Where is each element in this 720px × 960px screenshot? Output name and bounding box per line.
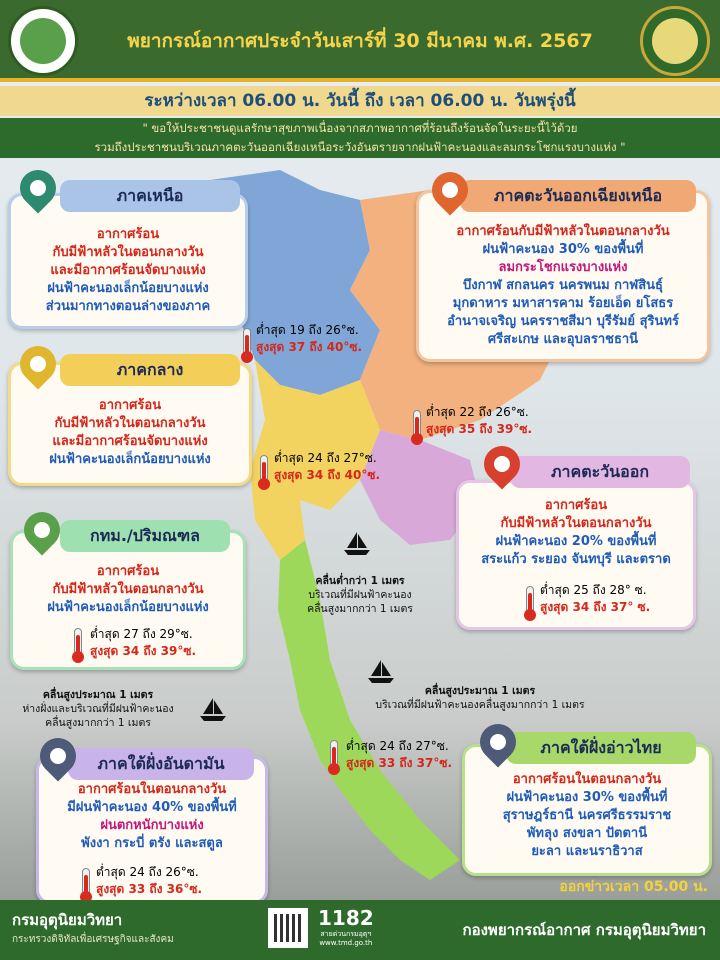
central-line-3: และมีอากาศร้อนจัดบางแห่ง — [52, 434, 208, 449]
wave-gulf-upper-line1: บริเวณที่มีฝนฟ้าคะนอง — [308, 589, 412, 601]
east-temps — [540, 582, 650, 616]
east-line-2: กับมีฟ้าหลัวในตอนกลางวัน — [500, 516, 652, 531]
gulf-south-line-1: อากาศร้อนในตอนกลางวัน — [512, 772, 662, 787]
hotline-label: สายด่วนกรมอุตุฯ — [320, 930, 372, 938]
east-line-4: สระแก้ว ระยอง จันทบุรี และตราด — [481, 552, 671, 567]
north-region-title: ภาคเหนือ — [60, 180, 240, 212]
ministry-logo — [8, 6, 78, 76]
central-line-1: อากาศร้อน — [98, 398, 162, 413]
northeast-region-title: ภาคตะวันออกเฉียงเหนือ — [460, 180, 696, 212]
andaman-line-1: อากาศร้อนในตอนกลางวัน — [77, 782, 227, 797]
north-line-4: ฝนฟ้าคะนองเล็กน้อยบางแห่ง — [47, 281, 209, 296]
andaman-thermometer-icon — [82, 868, 90, 898]
wave-gulf-upper-line2: คลื่นสูงมากกว่า 1 เมตร — [307, 603, 413, 615]
south-thermometer-icon — [330, 740, 338, 770]
forecast-period: ระหว่างเวลา 06.00 น. วันนี้ ถึง เวลา 06.00 น. วันพรุ่งนี้ — [0, 86, 720, 116]
northeast-temp-min: ต่ำสุด 22 ถึง 26°ซ. — [426, 405, 529, 419]
gulf-south-line-2: ฝนฟ้าคะนอง 30% ของพื้นที่ — [506, 790, 668, 805]
issued-time: ออกข่าวเวลา 05.00 น. — [559, 879, 708, 895]
wave-note-gulf-upper — [300, 574, 420, 616]
andaman-temp-max: สูงสุด 33 ถึง 36°ซ. — [96, 882, 203, 896]
northeast-line-6: อำนาจเจริญ นครราชสีมา บุรีรัมย์ สุรินทร์ — [447, 314, 679, 329]
central-line-2: กับมีฟ้าหลัวในตอนกลางวัน — [54, 416, 206, 431]
bangkok-region-title: กทม./ปริมณฑล — [60, 520, 230, 552]
andaman-line-3: ฝนตกหนักบางแห่ง — [100, 818, 204, 833]
bangkok-temps — [90, 626, 196, 660]
footer-org — [12, 908, 174, 947]
central-line-4: ฝนฟ้าคะนองเล็กน้อยบางแห่ง — [49, 452, 211, 467]
northeast-line-4: บึงกาฬ สกลนคร นครพนม กาฬสินธุ์ — [463, 278, 663, 293]
footer-bar — [0, 900, 720, 960]
gulf-south-region-title: ภาคใต้ฝั่งอ่าวไทย — [506, 732, 696, 764]
footer-division: กองพยากรณ์อากาศ กรมอุตุนิยมวิทยา — [462, 921, 706, 939]
boat-icon — [342, 530, 372, 556]
andaman-temp-min: ต่ำสุด 24 ถึง 26°ซ. — [96, 865, 199, 879]
northeast-line-3: ลมกระโชกแรงบางแห่ง — [498, 260, 628, 275]
central-temp-max: สูงสุด 34 ถึง 40°ซ. — [274, 468, 381, 482]
central-temps — [274, 450, 380, 484]
footer-ministry: กระทรวงดิจิทัลเพื่อเศรษฐกิจและสังคม — [12, 934, 174, 945]
boat-icon-andaman — [198, 696, 228, 722]
wave-note-andaman — [8, 688, 188, 730]
north-temps — [256, 322, 362, 356]
footer-org-name: กรมอุตุนิยมวิทยา — [12, 911, 123, 929]
advisory-line-2: รวมถึงประชาชนบริเวณภาคตะวันออกเฉียงเหนือระวังอันตรายจากฝนฟ้าคะนองและลมกระโชกแรงบางแห่ง " — [94, 140, 626, 154]
east-line-1: อากาศร้อน — [544, 498, 608, 513]
andaman-line-2: มีฝนฟ้าคะนอง 40% ของพื้นที่ — [67, 800, 237, 815]
east-temp-max: สูงสุด 34 ถึง 37° ซ. — [540, 600, 651, 614]
central-temp-min: ต่ำสุด 24 ถึง 27°ซ. — [274, 451, 377, 465]
north-line-3: และมีอากาศร้อนจัดบางแห่ง — [50, 263, 206, 278]
bangkok-temp-max: สูงสุด 34 ถึง 39°ซ. — [90, 644, 197, 658]
north-line-1: อากาศร้อน — [96, 227, 160, 242]
north-thermometer-icon — [243, 328, 251, 358]
central-region-title: ภาคกลาง — [60, 354, 240, 386]
wave-andaman-line2: คลื่นสูงมากกว่า 1 เมตร — [45, 717, 151, 729]
bangkok-line-3: ฝนฟ้าคะนองเล็กน้อยบางแห่ง — [47, 600, 209, 615]
hotline — [318, 906, 374, 948]
gulf-south-line-4: พัทลุง สงขลา ปัตตานี — [526, 826, 648, 841]
gulf-south-line-5: ยะลา และนราธิวาส — [531, 844, 643, 859]
tmd-logo — [640, 6, 710, 76]
north-temp-min: ต่ำสุด 19 ถึง 26°ซ. — [256, 323, 359, 337]
northeast-temp-max: สูงสุด 35 ถึง 39°ซ. — [426, 422, 533, 436]
central-thermometer-icon — [260, 455, 268, 485]
north-line-2: กับมีฟ้าหลัวในตอนกลางวัน — [52, 245, 204, 260]
northeast-line-7: ศรีสะเกษ และอุบลราชธานี — [487, 332, 639, 347]
northeast-thermometer-icon — [413, 410, 421, 440]
andaman-line-4: พังงา กระบี่ ตรัง และสตูล — [81, 836, 223, 851]
wave-note-gulf-lower — [340, 684, 620, 712]
bangkok-thermometer-icon — [74, 628, 82, 658]
bangkok-line-1: อากาศร้อน — [96, 564, 160, 579]
hotline-number: 1182 — [318, 906, 374, 930]
bangkok-line-2: กับมีฟ้าหลัวในตอนกลางวัน — [52, 582, 204, 597]
south-east-temp-min: ต่ำสุด 24 ถึง 27°ซ. — [346, 739, 449, 753]
east-line-3: ฝนฟ้าคะนอง 20% ของพื้นที่ — [495, 534, 657, 549]
east-region-title: ภาคตะวันออก — [510, 456, 690, 488]
header-bar — [0, 0, 720, 82]
south-map-temps — [346, 738, 452, 772]
website-link[interactable]: www.tmd.go.th — [319, 939, 373, 947]
wave-andaman-title: คลื่นสูงประมาณ 1 เมตร — [42, 689, 154, 701]
andaman-temps — [96, 864, 202, 898]
northeast-region-card — [416, 190, 710, 362]
east-thermometer-icon — [526, 586, 534, 616]
north-line-5: ส่วนมากทางตอนล่างของภาค — [45, 299, 211, 314]
wave-gulf-lower-title: คลื่นสูงประมาณ 1 เมตร — [424, 685, 536, 697]
boat-icon-gulf — [366, 658, 396, 684]
andaman-region-title: ภาคใต้ฝั่งอันดามัน — [68, 748, 254, 780]
qr-code-icon[interactable] — [268, 908, 308, 948]
page-title: พยากรณ์อากาศประจำวันเสาร์ที่ 30 มีนาคม พ.ศ. 2567 — [127, 30, 593, 52]
gulf-south-line-3: สุราษฎร์ธานี นครศรีธรรมราช — [502, 808, 672, 823]
wave-gulf-upper-title: คลื่นต่ำกว่า 1 เมตร — [315, 575, 405, 587]
south-east-temp-max: สูงสุด 33 ถึง 37°ซ. — [346, 756, 453, 770]
northeast-temps — [426, 404, 532, 438]
northeast-line-1: อากาศร้อนกับมีฟ้าหลัวในตอนกลางวัน — [456, 224, 670, 239]
wave-gulf-lower-line1: บริเวณที่มีฝนฟ้าคะนองคลื่นสูงมากกว่า 1 เมตร — [375, 699, 585, 711]
bangkok-temp-min: ต่ำสุด 27 ถึง 29°ซ. — [90, 627, 193, 641]
northeast-line-2: ฝนฟ้าคะนอง 30% ของพื้นที่ — [482, 242, 644, 257]
northeast-line-5: มุกดาหาร มหาสารคาม ร้อยเอ็ด ยโสธร — [452, 296, 674, 311]
wave-andaman-line1: ห่างฝั่งและบริเวณที่มีฝนฟ้าคะนอง — [22, 703, 174, 715]
east-temp-min: ต่ำสุด 25 ถึง 28° ซ. — [540, 583, 647, 597]
advisory-line-1: " ขอให้ประชาชนดูแลรักษาสุขภาพเนื่องจากสภาพอากาศที่ร้อนถึงร้อนจัดในระยะนี้ไว้ด้วย — [142, 121, 578, 135]
north-region-card — [8, 193, 248, 329]
north-temp-max: สูงสุด 37 ถึง 40°ซ. — [256, 340, 363, 354]
